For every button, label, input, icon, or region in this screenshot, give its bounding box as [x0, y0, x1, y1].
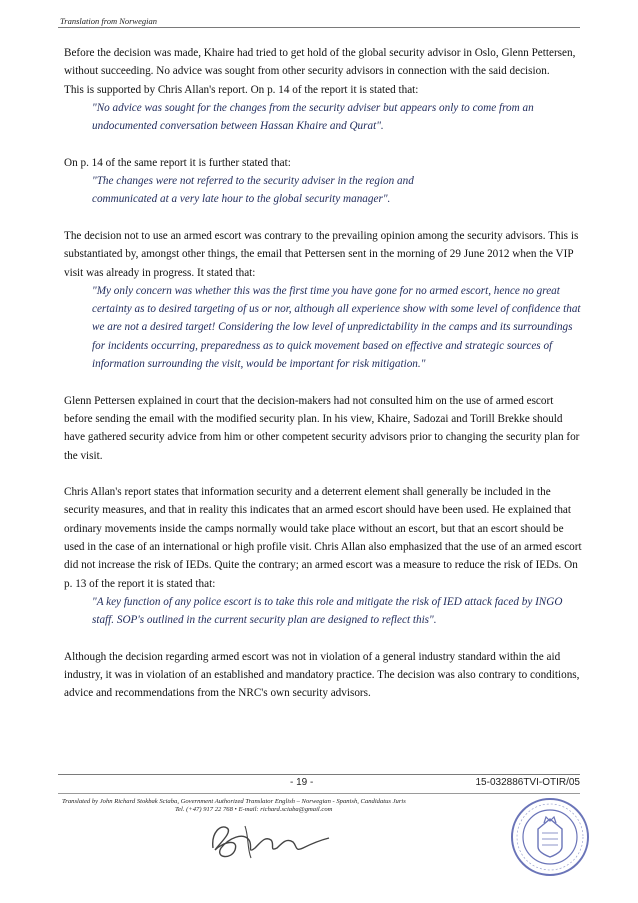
paragraph-5: Glenn Pettersen explained in court that the decision-makers had not consulted him on the use of armed escort before sending the email with the modified security plan. In his view, Khaire, Sadozai and Torill Brekke should have gathered security advice from him or other competent security advisors prior to changing the security plan for the visit.: [64, 394, 580, 462]
paragraph-4: The decision not to use an armed escort was contrary to the prevailing opinion among the security advisors. This is substantiated by, amongst other things, the email that Pettersen sent in the morning of 29 June 2012 when the VIP visit was already in progress. It stated that:: [64, 229, 579, 279]
quote-1: "No advice was sought for the changes from the security adviser but appears only to come from an undocumented conversation between Hassan Khaire and Qurat".: [92, 101, 534, 133]
paragraph-6: Chris Allan's report states that information security and a deterrent element shall generally be included in the security measures, and that in reality this indicates that an armed escort should have been used. He explained that ordinary movements inside the camps normally would take place without an escort, but that an escort should be used in the case of an international or high profile visit. Chris Allan also emphasized that the use of an armed escort did not increase the risk of IEDs. Quite the contrary; an armed escort was a measure to reduce the risk of IEDs. On p. 13 of the report it is stated that:: [64, 486, 582, 590]
quote-2-line-2: communicated at a very late hour to the global security manager".: [92, 193, 391, 206]
document-reference: 15-032886TVI-OTIR/05: [475, 777, 580, 788]
paragraph-1: Before the decision was made, Khaire had tried to get hold of the global security advisor in Oslo, Glenn Pettersen, without succeeding. No advice was sought from other security advisors in connection with the said decision.: [64, 47, 576, 78]
paragraph-7: Although the decision regarding armed escort was not in violation of a general industry standard within the aid industry, it was in violation of an established and mandatory practice. The decision was also contrary to conditions, advice and recommendations from the NRC's own security advisors.: [64, 650, 580, 700]
header-divider: [58, 27, 580, 28]
running-header: Translation from Norwegian: [60, 16, 157, 26]
quote-3: "My only concern was whether this was the first time you have gone for no armed escort, hence no great certainty as to desired targeting of us or nor, although all experience show with some level of confidence that we are not a desired target! Considering the low level of unpredictability in the camps and its surroundings for incidents occurring, preparedness as to quick movement based on effective and strategic sources of information surrounding the visit, would be important for risk mitigation.": [92, 284, 581, 371]
page-number: - 19 -: [290, 777, 314, 788]
quote-4: "A key function of any police escort is to take this role and mitigate the risk of IED attack faced by INGO staff. SOP's outlined in the current security plan are designed to reflect this".: [92, 595, 563, 627]
footer-divider: [58, 774, 580, 775]
signature-image: [205, 818, 335, 864]
paragraph-3: On p. 14 of the same report it is further stated that:: [64, 156, 291, 169]
official-stamp: [508, 795, 592, 879]
translator-contact: Tel. (+47) 917 22 768 • E-mail: richard.sciaba@gmail.com: [175, 806, 333, 813]
translator-credit: Translated by John Richard Stokbak Sciaba, Government Authorized Translator English – Norwegian - Spanish, Candidatus Juris: [62, 798, 406, 805]
quote-2-line-1: "The changes were not referred to the security adviser in the region and: [92, 175, 414, 188]
document-body: [64, 44, 584, 703]
paragraph-2: This is supported by Chris Allan's report. On p. 14 of the report it is stated that:: [64, 83, 419, 96]
footer-divider-lower: [58, 793, 580, 794]
